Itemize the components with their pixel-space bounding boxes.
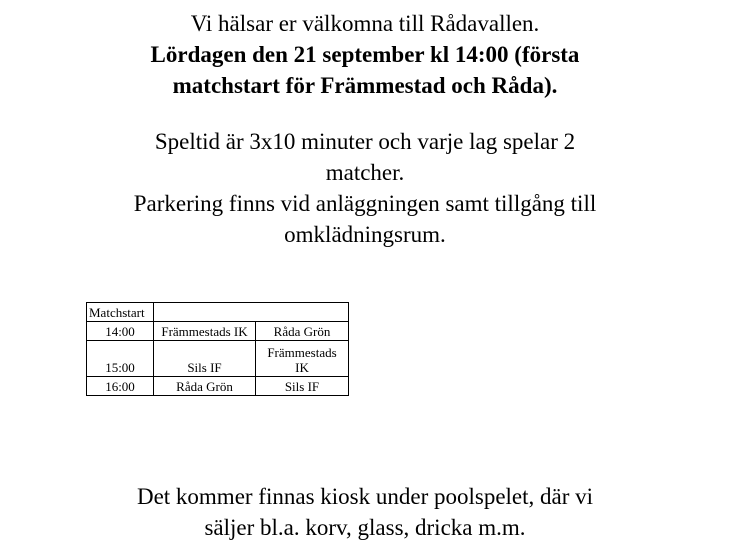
table-row bbox=[87, 322, 349, 341]
team-cell: Främmestads IK bbox=[154, 322, 256, 341]
table-row bbox=[87, 377, 349, 396]
info-text bbox=[0, 126, 730, 250]
parking-line: Parkering finns vid anläggningen samt tillgång till bbox=[133, 191, 597, 216]
team-cell-line: Främmestads bbox=[267, 345, 337, 360]
match-schedule-table bbox=[86, 302, 349, 396]
header-cell: Matchstart bbox=[87, 303, 154, 322]
team-cell: Sils IF bbox=[256, 377, 349, 396]
intro-text bbox=[0, 8, 730, 101]
time-cell: 16:00 bbox=[87, 377, 154, 396]
playtime-line: Speltid är 3x10 minuter och varje lag spelar 2 bbox=[154, 129, 576, 154]
team-cell: Sils IF bbox=[154, 341, 256, 377]
team-cell: Råda Grön bbox=[154, 377, 256, 396]
team-cell bbox=[256, 341, 349, 377]
date-line: Lördagen den 21 september kl 14:00 (första bbox=[150, 42, 580, 67]
header-empty-cell bbox=[154, 303, 349, 322]
first-match-line: matchstart för Främmestad och Råda). bbox=[172, 73, 558, 98]
team-cell: Råda Grön bbox=[256, 322, 349, 341]
parking-line-cont: omklädningsrum. bbox=[284, 222, 446, 247]
welcome-line: Vi hälsar er välkomna till Rådavallen. bbox=[190, 11, 540, 36]
kiosk-line: Det kommer finnas kiosk under poolspelet, där vi bbox=[136, 484, 594, 509]
table-row bbox=[87, 341, 349, 377]
time-cell: 15:00 bbox=[87, 341, 154, 377]
kiosk-text bbox=[0, 481, 730, 543]
team-cell-line: IK bbox=[295, 360, 309, 375]
kiosk-line-cont: säljer bl.a. korv, glass, dricka m.m. bbox=[204, 515, 526, 540]
time-cell: 14:00 bbox=[87, 322, 154, 341]
table-header-row bbox=[87, 303, 349, 322]
playtime-line-cont: matcher. bbox=[325, 160, 405, 185]
